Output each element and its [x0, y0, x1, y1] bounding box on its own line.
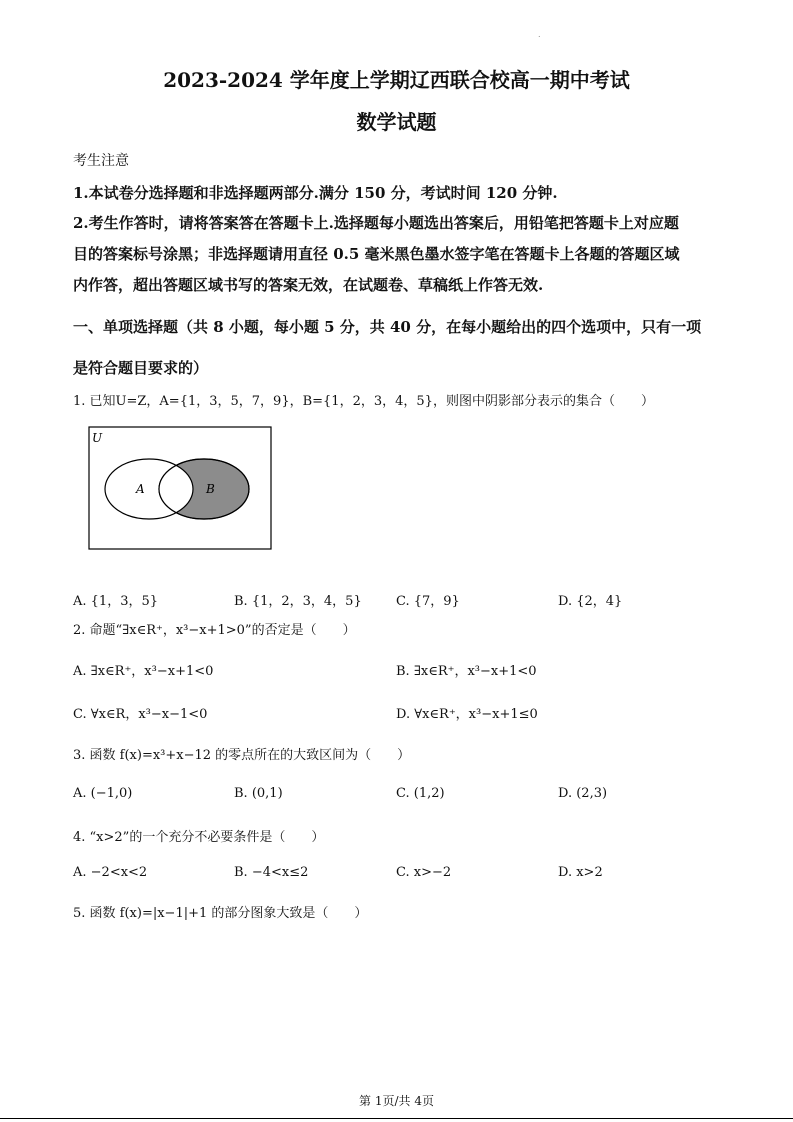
exam-subtitle: 数学试题 [356, 110, 437, 134]
notice-item-1: 1.本试卷分选择题和非选择题两部分.满分 150 分，考试时间 120 分钟. [73, 184, 558, 202]
bottom-rule [0, 1118, 793, 1119]
venn-diagram [88, 426, 274, 552]
q2-option-c: C. ∀x∈R，x³−x−1<0 [73, 707, 208, 722]
section-heading-line-1: 一、单项选择题（共 8 小题，每小题 5 分，共 40 分，在每小题给出的四个选项中，只有一项 [73, 318, 702, 336]
q1-option-c: C. {7，9} [396, 594, 460, 609]
notice-heading: 考生注意 [73, 153, 129, 169]
q4-option-c: C. x>−2 [396, 865, 452, 880]
q4-option-d: D. x>2 [558, 865, 603, 880]
question-4-stem: 4. “x>2”的一个充分不必要条件是（ ） [73, 830, 325, 845]
question-2-stem: 2. 命题“∃x∈R⁺，x³−x+1>0”的否定是（ ） [73, 623, 356, 638]
q2-option-a: A. ∃x∈R⁺，x³−x+1<0 [73, 664, 214, 679]
notice-item-2-line-3: 内作答，超出答题区域书写的答案无效，在试题卷、草稿纸上作答无效. [73, 276, 544, 294]
q4-option-a: A. −2<x<2 [73, 865, 148, 880]
q3-option-c: C. (1,2) [396, 786, 445, 801]
scan-dot: . [538, 30, 541, 39]
q2-option-b: B. ∃x∈R⁺，x³−x+1<0 [396, 664, 537, 679]
notice-item-2-line-1: 2.考生作答时，请将答案答在答题卡上.选择题每小题选出答案后，用铅笔把答题卡上对应题 [73, 214, 679, 232]
set-a-label: A [136, 482, 145, 496]
q3-option-b: B. (0,1) [234, 786, 283, 801]
set-b-label: B [206, 482, 215, 496]
q1-option-b: B. {1，2，3，4，5} [234, 594, 362, 609]
question-5-stem: 5. 函数 f(x)=|x−1|+1 的部分图象大致是（ ） [73, 906, 368, 921]
exam-title: 2023-2024 学年度上学期辽西联合校高一期中考试 [163, 68, 630, 92]
q3-option-d: D. (2,3) [558, 786, 608, 801]
q2-option-d: D. ∀x∈R⁺，x³−x+1≤0 [396, 707, 538, 722]
q1-option-d: D. {2，4} [558, 594, 623, 609]
question-3-stem: 3. 函数 f(x)=x³+x−12 的零点所在的大致区间为（ ） [73, 748, 411, 763]
question-1-stem: 1. 已知U=Z，A={1，3，5，7，9}，B={1，2，3，4，5}，则图中阴影部分表示的集合（ ） [73, 394, 654, 409]
notice-item-2-line-2: 目的答案标号涂黑；非选择题请用直径 0.5 毫米黑色墨水签字笔在答题卡上各题的答题区域 [73, 245, 680, 263]
q3-option-a: A. (−1,0) [73, 786, 133, 801]
q1-option-a: A. {1，3，5} [73, 594, 159, 609]
q4-option-b: B. −4<x≤2 [234, 865, 309, 880]
universe-label: U [92, 431, 103, 445]
section-heading-line-2: 是符合题目要求的） [73, 359, 209, 377]
page-number: 第 1页/共 4页 [359, 1094, 434, 1108]
